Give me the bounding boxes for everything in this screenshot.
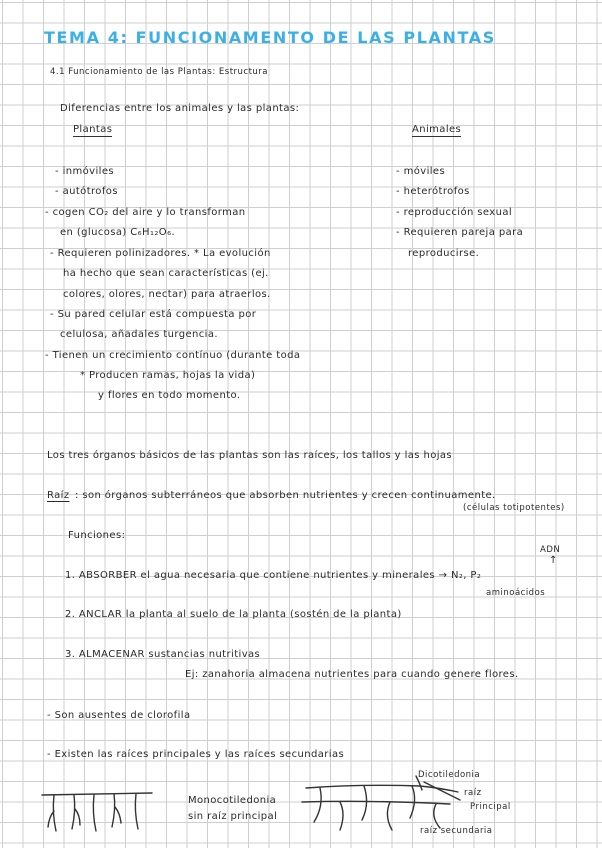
aminoacids-label: aminoácidos (486, 588, 546, 598)
plants-item: colores, olores, nectar) para atraerlos. (63, 289, 271, 300)
main-root-label: raíz (464, 788, 482, 798)
plants-item: - Tienen un crecimiento contínuo (durante toda (45, 350, 301, 361)
animals-column-header: Animales (412, 124, 462, 135)
root-label: Raíz (47, 490, 70, 501)
secondary-root-label: raíz secundaria (420, 826, 493, 836)
plants-item: - Su pared celular está compuesta por (50, 309, 257, 320)
functions-heading: Funciones: (68, 530, 126, 541)
root-bullet: - Son ausentes de clorofila (47, 710, 191, 721)
plants-item: - Requieren polinizadores. * La evolución (50, 248, 271, 259)
function-item: 2. ANCLAR la planta al suelo de la planta (sostén de la planta) (65, 609, 402, 620)
plants-item: celulosa, añadales turgencia. (60, 329, 218, 340)
page-title: TEMA 4: FUNCIONAMENTO DE LAS PLANTAS (44, 28, 496, 47)
animals-item: reproducirse. (408, 248, 480, 259)
monocot-label: Monocotiledonia (188, 795, 277, 806)
monocot-roots-sketch (40, 785, 160, 840)
main-root-label-2: Principal (470, 802, 511, 812)
section-heading: 4.1 Funcionamiento de las Plantas: Estructura (50, 67, 268, 77)
animals-item: - heterótrofos (396, 186, 470, 197)
dicot-label: Dicotiledonia (418, 770, 481, 780)
animals-item: - Requieren pareja para (396, 227, 524, 238)
arrow-up-icon: ↑ (549, 555, 558, 566)
root-bullet: - Existen las raíces principales y las raíces secundarias (47, 749, 345, 760)
root-definition: : son órganos subterráneos que absorben nutrientes y crecen continuamente. (75, 490, 496, 501)
plants-item: - cogen CO₂ del aire y lo transforman (45, 207, 246, 218)
plants-item: en (glucosa) C₆H₁₂O₆. (60, 227, 176, 238)
plants-item: - inmóviles (55, 166, 114, 177)
organs-sentence: Los tres órganos básicos de las plantas son las raíces, los tallos y las hojas (47, 450, 453, 461)
plants-item: y flores en todo momento. (98, 390, 241, 401)
differences-heading: Diferencias entre los animales y las plantas: (60, 103, 300, 114)
adn-label: ADN (540, 545, 561, 555)
function-item: 1. ABSORBER el agua necesaria que contiene nutrientes y minerales → N₂, P₂ (65, 570, 482, 581)
root-note: (células totipotentes) (463, 503, 565, 513)
example-text: Ej: zanahoria almacena nutrientes para cuando genere flores. (185, 669, 519, 680)
plants-item: - autótrofos (55, 186, 118, 197)
animals-item: - reproducción sexual (396, 207, 513, 218)
function-item: 3. ALMACENAR sustancias nutritivas (65, 649, 261, 660)
plants-item: * Producen ramas, hojas la vida) (80, 370, 256, 381)
monocot-sublabel: sin raíz principal (188, 811, 278, 822)
plants-item: ha hecho que sean características (ej. (63, 268, 269, 279)
animals-item: - móviles (396, 166, 446, 177)
plants-column-header: Plantas (73, 124, 113, 135)
